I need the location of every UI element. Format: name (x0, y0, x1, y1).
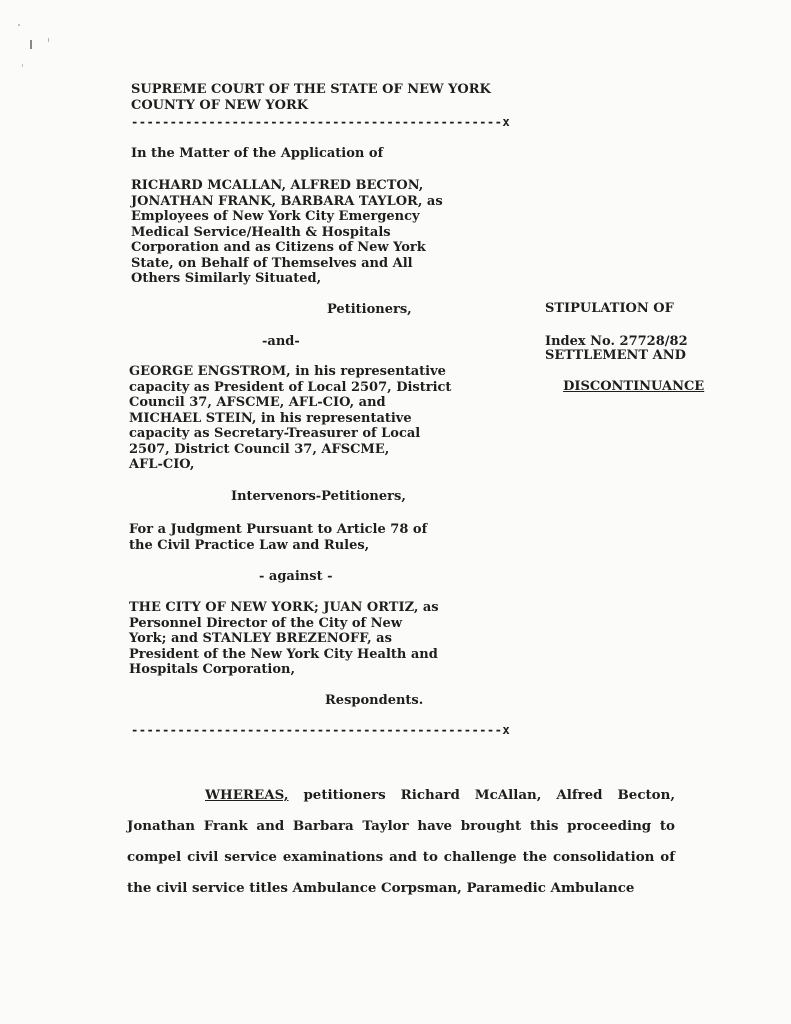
judgment-block: For a Judgment Pursuant to Article 78 of the Civil Practice Law and Rules, (129, 522, 428, 553)
intervenors-block: GEORGE ENGSTROM, in his representative capacity as President of Local 2507, District Council 37, AFSCME, AFL-CIO, and MICHAEL STEIN, in his representative capacity as Secretary-Treasurer of Local 2507, District Council 37, AFSCME, AFL-CIO, (129, 364, 452, 472)
intervenors-label: Intervenors-Petitioners, (231, 489, 406, 504)
against-label: - against - (259, 569, 333, 584)
petitioners-label: Petitioners, (327, 302, 412, 317)
caption-separator-top: ------------------------------------------------x (131, 115, 511, 129)
whereas-lead: WHEREAS, (205, 787, 289, 803)
respondents-label: Respondents. (325, 693, 424, 708)
scan-marks (14, 14, 74, 84)
court-county: COUNTY OF NEW YORK (131, 98, 309, 113)
respondents-block: THE CITY OF NEW YORK; JUAN ORTIZ, as Personnel Director of the City of New York; and STANLEY BREZENOFF, as President of the New York City Health and Hospitals Corporation, (129, 600, 439, 677)
document-title-line2: SETTLEMENT AND (545, 347, 686, 363)
caption-separator-bottom: ------------------------------------------------x (131, 723, 511, 737)
index-number: Index No. 27728/82 (545, 334, 688, 349)
whereas-text: petitioners Richard McAllan, Alfred Becton, Jonathan Frank and Barbara Taylor have brought this proceeding to compel civil service examinations and to challenge the consolidation of the civil service titles Ambulance Corpsman, Paramedic Ambulance (127, 787, 675, 896)
whereas-paragraph (127, 780, 675, 904)
document-title-line3: DISCONTINUANCE (563, 378, 705, 394)
and-label: -and- (262, 334, 300, 349)
petitioners-block: RICHARD MCALLAN, ALFRED BECTON, JONATHAN FRANK, BARBARA TAYLOR, as Employees of New York City Emergency Medical Service/Health & Hospitals Corporation and as Citizens of New York State, on Behalf of Themselves and All Others Similarly Situated, (131, 178, 443, 286)
court-name: SUPREME COURT OF THE STATE OF NEW YORK (131, 82, 491, 97)
document-title-line1: STIPULATION OF (545, 301, 674, 316)
matter-intro: In the Matter of the Application of (131, 146, 384, 161)
